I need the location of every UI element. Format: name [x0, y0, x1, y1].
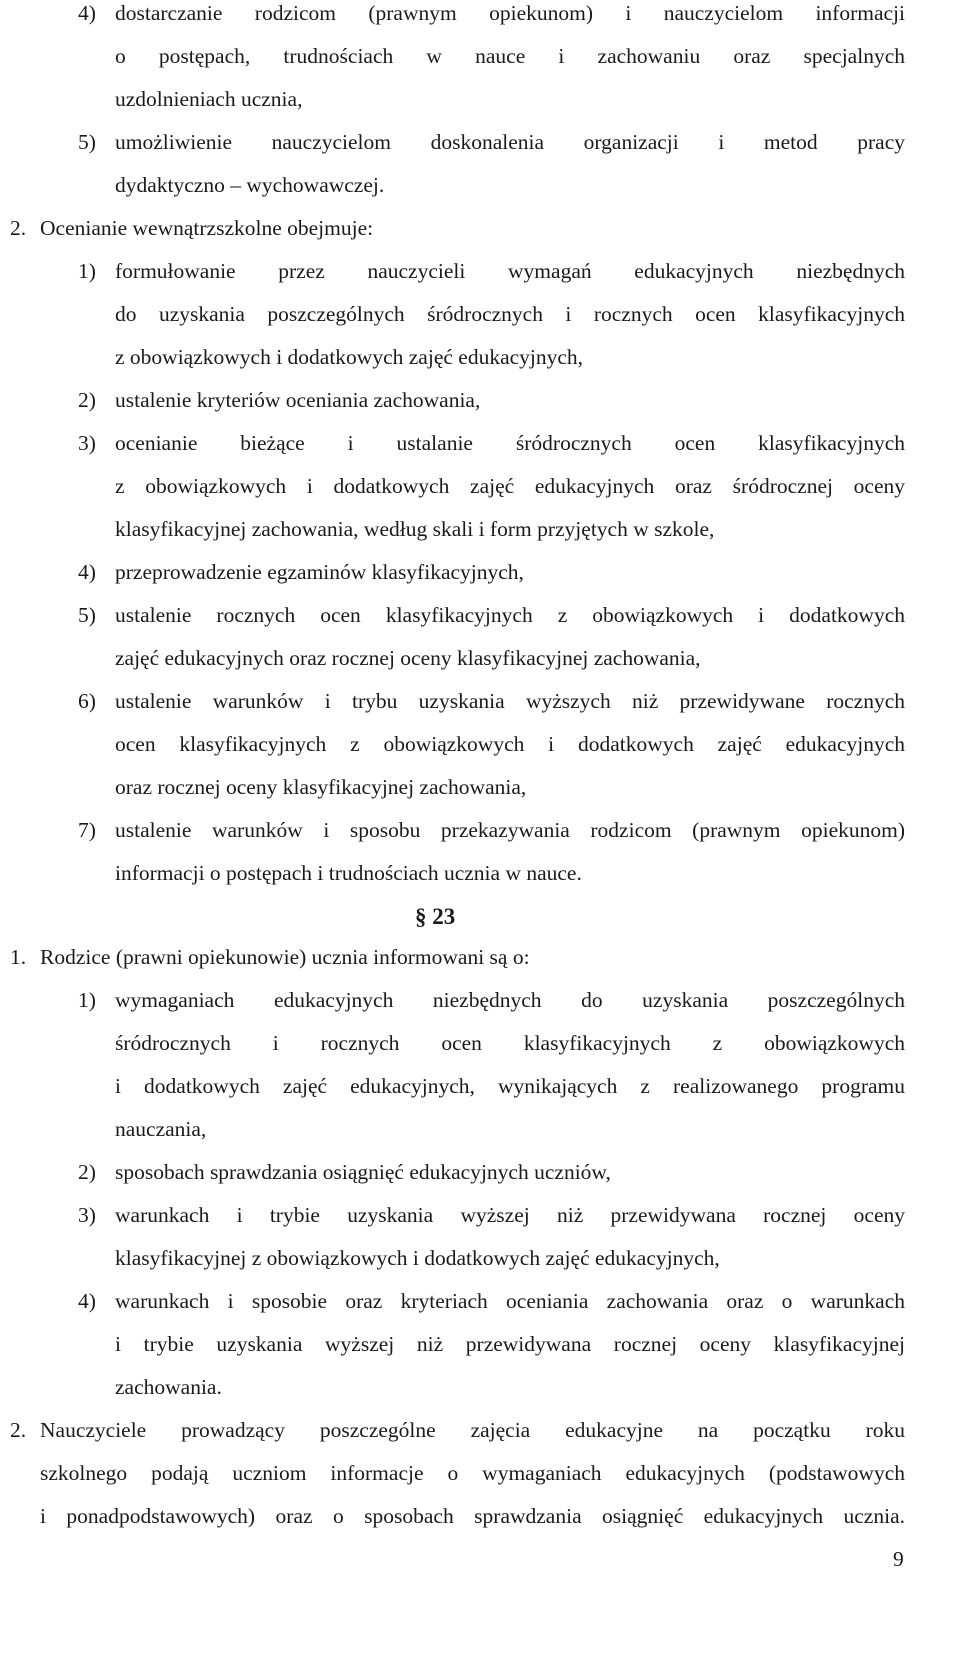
list-number: 3) [78, 431, 96, 455]
list-item-text: klasyfikacyjnej zachowania, według skali i form przyjętych w szkole, [115, 517, 715, 541]
list-item-text: śródrocznych i rocznych ocen klasyfikacyjnych z obowiązkowych [115, 1031, 905, 1055]
list-number: 2) [78, 1160, 96, 1184]
list-number: 5) [78, 130, 96, 154]
list-item-text: ocen klasyfikacyjnych z obowiązkowych i dodatkowych zajęć edukacyjnych [115, 732, 905, 756]
paragraph-text: szkolnego podają uczniom informacje o wymaganiach edukacyjnych (podstawowych [40, 1461, 905, 1485]
list-item-text: dostarczanie rodzicom (prawnym opiekunom) i nauczycielom informacji [115, 1, 905, 25]
list-item-text: z obowiązkowych i dodatkowych zajęć edukacyjnych, [115, 345, 584, 369]
point-heading: Rodzice (prawni opiekunowie) ucznia informowani są o: [40, 945, 530, 969]
list-item-text: ustalenie warunków i sposobu przekazywania rodzicom (prawnym opiekunom) [115, 818, 905, 842]
point-number: 2. [10, 216, 27, 240]
list-item-text: klasyfikacyjnej z obowiązkowych i dodatkowych zajęć edukacyjnych, [115, 1246, 720, 1270]
list-item-text: informacji o postępach i trudnościach ucznia w nauce. [115, 861, 582, 885]
list-item-text: przeprowadzenie egzaminów klasyfikacyjnych, [115, 560, 524, 584]
list-item-text: ustalenie warunków i trybu uzyskania wyższych niż przewidywane rocznych [115, 689, 905, 713]
list-item-text: z obowiązkowych i dodatkowych zajęć edukacyjnych oraz śródrocznej oceny [115, 474, 905, 498]
point-number: 1. [10, 945, 27, 969]
list-item-text: do uzyskania poszczególnych śródrocznych i rocznych ocen klasyfikacyjnych [115, 302, 905, 326]
list-item-text: i dodatkowych zajęć edukacyjnych, wynikających z realizowanego programu [115, 1074, 905, 1098]
list-item-text: sposobach sprawdzania osiągnięć edukacyjnych uczniów, [115, 1160, 611, 1184]
list-number: 6) [78, 689, 96, 713]
list-item-text: oraz rocznej oceny klasyfikacyjnej zachowania, [115, 775, 527, 799]
list-item-text: dydaktyczno – wychowawczej. [115, 173, 385, 197]
list-number: 1) [78, 988, 96, 1012]
list-number: 4) [78, 1289, 96, 1313]
list-item-text: umożliwienie nauczycielom doskonalenia organizacji i metod pracy [115, 130, 905, 154]
paragraph-text: i ponadpodstawowych) oraz o sposobach sprawdzania osiągnięć edukacyjnych ucznia. [40, 1504, 905, 1528]
list-item-text: warunkach i trybie uzyskania wyższej niż przewidywana rocznej oceny [115, 1203, 905, 1227]
list-item-text: ustalenie rocznych ocen klasyfikacyjnych z obowiązkowych i dodatkowych [115, 603, 905, 627]
point-number: 2. [10, 1418, 27, 1442]
list-item-text: i trybie uzyskania wyższej niż przewidywana rocznej oceny klasyfikacyjnej [115, 1332, 905, 1356]
paragraph-text: Nauczyciele prowadzący poszczególne zajęcia edukacyjne na początku roku [40, 1418, 905, 1442]
list-item-text: nauczania, [115, 1117, 207, 1141]
list-item-text: ustalenie kryteriów oceniania zachowania, [115, 388, 481, 412]
list-item-text: ocenianie bieżące i ustalanie śródrocznych ocen klasyfikacyjnych [115, 431, 905, 455]
list-number: 2) [78, 388, 96, 412]
list-number: 4) [78, 1, 96, 25]
list-number: 4) [78, 560, 96, 584]
list-item-text: uzdolnieniach ucznia, [115, 87, 303, 111]
list-item-text: zachowania. [115, 1375, 222, 1399]
list-item-text: wymaganiach edukacyjnych niezbędnych do uzyskania poszczególnych [115, 988, 905, 1012]
list-item-text: zajęć edukacyjnych oraz rocznej oceny klasyfikacyjnej zachowania, [115, 646, 701, 670]
list-item-text: formułowanie przez nauczycieli wymagań edukacyjnych niezbędnych [115, 259, 905, 283]
list-number: 3) [78, 1203, 96, 1227]
list-item-text: o postępach, trudnościach w nauce i zachowaniu oraz specjalnych [115, 44, 905, 68]
page-number: 9 [893, 1547, 904, 1571]
list-number: 7) [78, 818, 96, 842]
list-item-text: warunkach i sposobie oraz kryteriach oceniania zachowania oraz o warunkach [115, 1289, 905, 1313]
point-heading: Ocenianie wewnątrzszkolne obejmuje: [40, 216, 374, 240]
section-marker: § 23 [415, 904, 456, 929]
list-number: 1) [78, 259, 96, 283]
list-number: 5) [78, 603, 96, 627]
